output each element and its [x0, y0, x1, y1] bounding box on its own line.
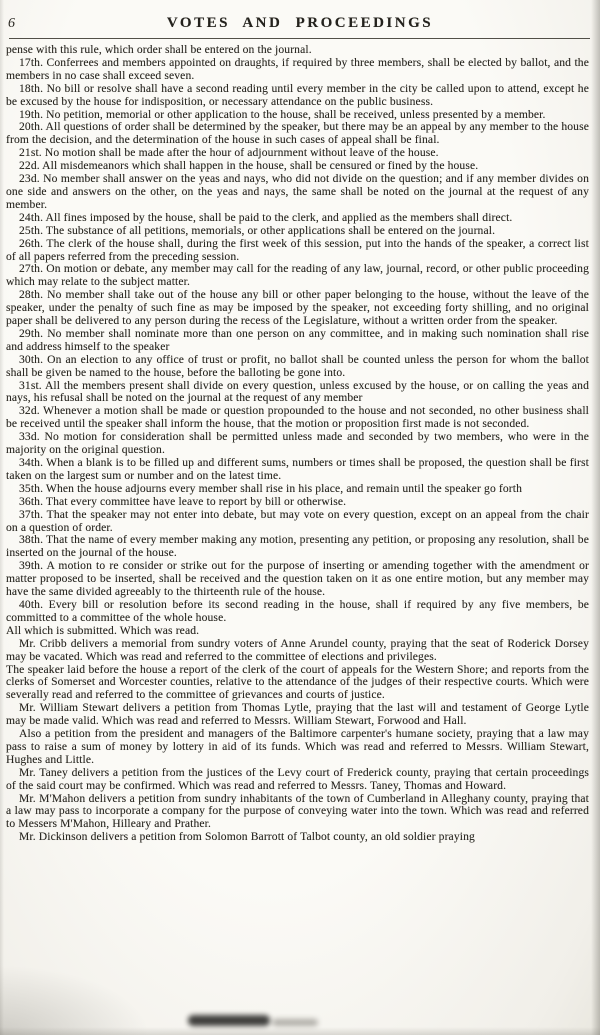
paragraph: 38th. That the name of every member making any motion, presenting any petition, or proposing any resolution, shall be inserted on the journal of the house.: [6, 533, 589, 560]
paragraph: 17th. Conferrees and members appointed on draughts, if required by three members, shall be elected by ballot, and the members in no case shall exceed seven.: [6, 55, 589, 82]
header-rule: [9, 38, 590, 39]
paragraph: 27th. On motion or debate, any member may call for the reading of any law, journal, record, or other public proceeding which may relate to the subject matter.: [6, 262, 589, 289]
scan-corner-shadow: [0, 965, 150, 1035]
paragraph: 18th. No bill or resolve shall have a second reading until every member in the city be called upon to attend, except he be excused by the house for indisposition, or necessary attendance on the public business.: [6, 81, 589, 108]
ink-smudge: [188, 1015, 270, 1026]
paragraph: Also a petition from the president and managers of the Baltimore carpenter's humane society, praying that a law may pass to raise a sum of money by lottery in aid of its funds. Which was read and referred to Messrs. William Stewart, Hughes and Little.: [6, 727, 589, 766]
paragraph: 28th. No member shall take out of the house any bill or other paper belonging to the house, without the leave of the speaker, under the penalty of such fine as may be imposed by the speaker, not exceeding forty shilling, and no original paper shall be delivered to any person during the recess of the Legislature, without a written order from the speaker.: [6, 288, 589, 328]
paragraph: Mr. Taney delivers a petition from the justices of the Levy court of Frederick county, praying that certain proceedings of the said court may be confirmed. Which was read and referred to Messrs. Taney, Thomas and Howard.: [6, 765, 589, 792]
paragraph: 36th. That every committee have leave to report by bill or otherwise.: [19, 494, 347, 508]
paragraph: 20th. All questions of order shall be determined by the speaker, but there may be an appeal by any member to the house from the decision, and the determination of the house in such cases of appeal shall be final.: [6, 120, 589, 147]
page-number: 6: [8, 16, 15, 31]
paragraph: 22d. All misdemeanors which shall happen in the house, shall be censured or fined by the house.: [19, 159, 479, 173]
paragraph: 26th. The clerk of the house shall, during the first week of this session, put into the hands of the speaker, a correct list of all papers referred from the preceding session.: [6, 236, 589, 263]
paragraph: 33d. No motion for consideration shall be permitted unless made and seconded by two members, who were in the majority on the original question.: [6, 430, 589, 457]
scan-edge-left: [0, 0, 4, 1035]
paragraph: pense with this rule, which order shall be entered on the journal.: [6, 43, 312, 56]
ink-smudge-secondary: [272, 1019, 318, 1026]
page-header: [0, 12, 600, 40]
paragraph: 39th. A motion to re consider or strike out for the purpose of inserting or amending together with the amendment or matter proposed to be inserted, shall be received and the question taken on it as one entire motion, but any member may have the same divided agreeably to the thirteenth rule of the house.: [6, 559, 589, 599]
paragraph: 25th. The substance of all petitions, memorials, or other applications shall be entered on the journal.: [19, 223, 496, 237]
paragraph: 19th. No petition, memorial or other application to the house, shall be received, unless presented by a member.: [19, 107, 546, 121]
paragraph: 35th. When the house adjourns every member shall rise in his place, and remain until the speaker go forth: [19, 481, 523, 495]
page-title: VOTES AND PROCEEDINGS: [166, 15, 434, 31]
paragraph: 34th. When a blank is to be filled up and different sums, numbers or times shall be proposed, the question shall be first taken on the largest sum or number and on the latest time.: [6, 456, 589, 482]
paragraph: 29th. No member shall nominate more than one person on any committee, and in making such nomination shall rise and address himself to the speaker: [6, 326, 589, 353]
paragraph: 31st. All the members present shall divide on every question, unless excused by the house, or on calling the yeas and nays, his refusal shall be noted on the journal at the request of any member: [6, 378, 589, 405]
scan-edge-bottom: [0, 1027, 600, 1035]
paragraph: All which is submitted. Which was read.: [6, 623, 200, 637]
document-body: [6, 44, 589, 844]
paragraph: Mr. William Stewart delivers a petition from Thomas Lytle, praying that the last will and testament of George Lytle may be made valid. Which was read and referred to Messrs. William Stewart, Forwood and Hall.: [6, 701, 589, 728]
paragraph: 40th. Every bill or resolution before its second reading in the house, shall if required by any five members, be committed to a committee of the whole house.: [6, 597, 589, 624]
paragraph: Mr. Cribb delivers a memorial from sundry voters of Anne Arundel county, praying that the seat of Roderick Dorsey may be vacated. Which was read and referred to the committee of elections and privileges.: [6, 636, 589, 663]
paragraph: The speaker laid before the house a report of the clerk of the court of appeals for the Western Shore; and reports from the clerks of Somerset and Worcester counties, relative to the attendance of the judges of their respective courts. Which were severally read and referred to the committee of grievances and courts of justice.: [6, 662, 589, 702]
paragraph: 32d. Whenever a motion shall be made or question propounded to the house and not seconded, no other business shall be received until the speaker shall inform the house, that the motion or proposition first made is not seconded.: [6, 404, 589, 431]
paragraph: 24th. All fines imposed by the house, shall be paid to the clerk, and applied as the members shall direct.: [19, 210, 513, 224]
paragraph: 37th. That the speaker may not enter into debate, but may vote on every question, except on an appeal from the chair on a question of order.: [6, 507, 589, 534]
paragraph: 21st. No motion shall be made after the hour of adjournment without leave of the house.: [19, 146, 439, 160]
scan-edge-right: [591, 0, 600, 1035]
paragraph: 30th. On an election to any office of trust or profit, no ballot shall be counted unless the person for whom the ballot shall be given be named to the house, before the balloting be gone into.: [6, 352, 589, 379]
paragraph: 23d. No member shall answer on the yeas and nays, who did not divide on the question; and if any member divides on one side and answers on the other, on the yeas and nays, the same shall be noted on the journal at the request of any member.: [6, 172, 589, 211]
paragraph: Mr. M'Mahon delivers a petition from sundry inhabitants of the town of Cumberland in Alleghany county, praying that a law may pass to incorporate a company for the purpose of conveying water into the town. Which was read and referred to Messers M'Mahon, Hilleary and Prather.: [6, 791, 589, 831]
paragraph: Mr. Dickinson delivers a petition from Solomon Barrott of Talbot county, an old soldier praying: [19, 830, 475, 844]
